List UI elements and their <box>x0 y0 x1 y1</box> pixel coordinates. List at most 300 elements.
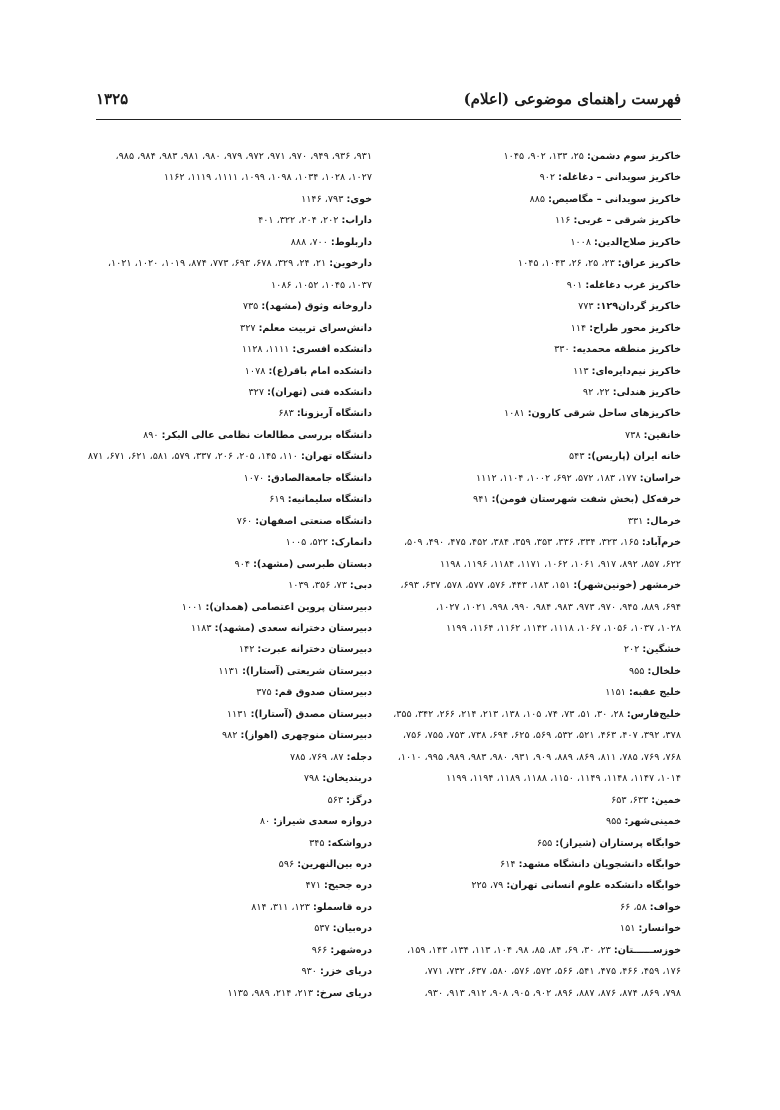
index-entry <box>90 918 372 939</box>
index-entry <box>90 511 372 532</box>
entry-line <box>90 790 372 811</box>
entry-line <box>399 167 681 188</box>
entry-page-refs: ۱۲۳، ۳۱۱، ۸۱۴ <box>251 901 314 913</box>
entry-page-refs: ۳۴۵ <box>309 837 328 849</box>
entry-heading: خوابگاه دانشکده علوم انسانی تهران: <box>506 880 681 892</box>
entry-heading: خاکریز منطقه محمدیه: <box>572 344 681 356</box>
entry-heading: خوابگاه پرستاران (شیراز): <box>555 837 681 849</box>
entry-line <box>90 661 372 682</box>
entry-heading: دبیرستان دخترانه سعدی (مشهد): <box>214 622 372 634</box>
index-entry <box>399 232 681 253</box>
entry-heading: خاکریز غرب دغاغله: <box>585 279 681 291</box>
entry-line <box>399 725 681 746</box>
entry-line <box>399 210 681 231</box>
entry-line <box>399 361 681 382</box>
entry-page-refs: ۱۰۳۷، ۱۰۴۵، ۱۰۵۲، ۱۰۸۶ <box>271 279 372 291</box>
entry-page-refs: ۸۹۰ <box>143 429 162 441</box>
entry-page-refs: ۹۰۴ <box>234 558 254 570</box>
index-entry <box>399 854 681 875</box>
entry-line <box>90 296 372 317</box>
index-entry <box>90 597 372 618</box>
entry-heading: دره‌شهر: <box>330 944 372 956</box>
index-entry <box>399 253 681 274</box>
index-entry <box>399 275 681 296</box>
index-entry <box>90 682 372 703</box>
entry-line <box>399 146 681 167</box>
entry-line <box>90 382 372 403</box>
entry-page-refs: ۱۴۲ <box>238 644 258 656</box>
index-entry <box>399 575 681 639</box>
entry-line <box>399 382 681 403</box>
entry-line <box>90 275 372 296</box>
entry-page-refs: ۷۶۸، ۷۶۹، ۷۸۵، ۸۱۱، ۸۶۹، ۸۸۹، ۹۰۹، ۹۳۱، ۹۸۰، ۹۸۳، ۹۸۹، ۹۹۵، ۱۰۱۰، <box>397 751 681 763</box>
index-column-right <box>393 146 681 1004</box>
index-entry <box>399 361 681 382</box>
entry-page-refs: ۶۸۳ <box>278 408 297 420</box>
entry-heading: خاکریز شرقی – غربی: <box>573 215 681 227</box>
entry-page-refs: ۸۸۵ <box>529 193 549 205</box>
index-entry <box>90 382 372 403</box>
entry-page-refs: ۳۲۷ <box>248 386 268 398</box>
entry-line <box>90 210 372 231</box>
index-entry <box>90 639 372 660</box>
entry-page-refs: ۷۹۸ <box>303 773 323 785</box>
entry-page-refs: ۸۰ <box>259 816 274 828</box>
entry-heading: داربلوط: <box>330 236 372 248</box>
entry-line <box>399 597 681 618</box>
entry-line <box>399 532 681 553</box>
index-entry <box>399 146 681 167</box>
entry-line <box>399 446 681 467</box>
entry-line <box>399 403 681 424</box>
entry-heading: دبی: <box>349 580 372 592</box>
entry-page-refs: ۱۰۰۱ <box>181 601 206 613</box>
index-entry <box>399 511 681 532</box>
entry-heading: خاکریز سویدانی – دغاغله: <box>558 172 681 184</box>
index-entry <box>399 318 681 339</box>
entry-page-refs: ۱۰۱۴، ۱۱۴۷، ۱۱۴۸، ۱۱۴۹، ۱۱۵۰، ۱۱۸۸، ۱۱۸۹، ۱۱۹۴، ۱۱۹۹ <box>446 773 681 785</box>
entry-line <box>90 768 372 789</box>
header-rule <box>96 119 681 120</box>
entry-line <box>90 940 372 961</box>
entry-line <box>90 253 372 274</box>
index-entry <box>399 189 681 210</box>
entry-line <box>90 403 372 424</box>
entry-heading: دربندیخان: <box>322 773 372 785</box>
index-entry <box>90 833 372 854</box>
entry-line <box>399 232 681 253</box>
entry-heading: خوی: <box>346 193 372 205</box>
entry-line <box>399 918 681 939</box>
entry-page-refs: ۲۱۳، ۲۱۴، ۹۸۹، ۱۱۳۵ <box>227 987 317 999</box>
index-entry <box>90 897 372 918</box>
index-entry <box>90 232 372 253</box>
entry-heading: دانشگاه تهران: <box>301 451 372 463</box>
index-entry <box>90 339 372 360</box>
entry-page-refs: ۷۹۸، ۸۶۹، ۸۷۴، ۸۷۶، ۸۸۷، ۸۹۶، ۹۰۲، ۹۰۵، ۹۰۸، ۹۱۲، ۹۱۳، ۹۳۰، <box>424 987 681 999</box>
entry-heading: دانشکده امام باقر(ع): <box>268 365 372 377</box>
entry-heading: درگز: <box>346 794 372 806</box>
entry-line <box>399 253 681 274</box>
entry-line <box>90 554 372 575</box>
entry-page-refs: ۴۷۱ <box>305 880 325 892</box>
entry-line <box>90 961 372 982</box>
entry-line <box>399 940 681 961</box>
entry-line <box>399 554 681 575</box>
entry-page-refs: ۶۲۲، ۸۵۷، ۸۹۲، ۹۱۷، ۱۰۶۱، ۱۰۶۲، ۱۱۷۱، ۱۱۸۴، ۱۱۹۶، ۱۱۹۸ <box>439 558 681 570</box>
entry-page-refs: ۱۷۷، ۱۸۳، ۵۷۲، ۶۹۲، ۱۰۰۲، ۱۱۰۴، ۱۱۱۲ <box>476 472 640 484</box>
entry-page-refs: ۳۷۵ <box>256 687 275 699</box>
entry-heading: دجله: <box>346 751 372 763</box>
entry-line <box>90 918 372 939</box>
entry-heading: دره قاسملو: <box>313 901 372 913</box>
entry-page-refs: ۷۳، ۳۵۶، ۱۰۳۹ <box>288 580 350 592</box>
index-entry <box>90 361 372 382</box>
entry-line <box>90 511 372 532</box>
index-entry <box>399 446 681 467</box>
index-entry <box>87 446 372 467</box>
index-entry <box>399 532 681 575</box>
entry-page-refs: ۲۳، ۲۵، ۲۶، ۱۰۴۳، ۱۰۴۵ <box>517 258 618 270</box>
entry-line <box>399 661 681 682</box>
entry-page-refs: ۱۱۳۱ <box>218 665 243 677</box>
index-entry <box>399 790 681 811</box>
entry-page-refs: ۸۷، ۷۶۹، ۷۸۵ <box>289 751 347 763</box>
entry-heading: دریای سرخ: <box>316 987 372 999</box>
index-entry <box>90 961 372 982</box>
index-entry <box>90 253 372 296</box>
index-entry <box>90 940 372 961</box>
entry-line <box>90 167 372 188</box>
entry-line <box>399 275 681 296</box>
entry-page-refs: ۹۰۱ <box>566 279 586 291</box>
entry-heading: دانشگاه سلیمانیه: <box>287 494 372 506</box>
entry-page-refs: ۱۱۸۳ <box>190 622 215 634</box>
index-entry <box>399 811 681 832</box>
entry-line <box>90 639 372 660</box>
entry-page-refs: ۱۰۷۰ <box>243 472 268 484</box>
entry-heading: دره بین‌النهرین: <box>297 858 372 870</box>
entry-line <box>90 597 372 618</box>
entry-heading: دانشکده افسری: <box>292 344 372 356</box>
entry-page-refs: ۱۱۶ <box>554 215 574 227</box>
entry-heading: دانشگاه صنعتی اصفهان: <box>255 515 372 527</box>
entry-line <box>399 618 681 639</box>
entry-page-refs: ۷۰۰، ۸۸۸ <box>290 236 331 248</box>
entry-heading: دبیرستان دخترانه عبرت: <box>257 644 372 656</box>
index-entry <box>90 747 372 768</box>
entry-line <box>399 318 681 339</box>
index-entry <box>399 382 681 403</box>
entry-heading: دره جحیح: <box>324 880 372 892</box>
entry-page-refs: ۵۲۲، ۱۰۰۵ <box>285 537 331 549</box>
entry-line <box>90 704 372 725</box>
entry-heading: خرفه‌کل (بخش شفت شهرستان فومن): <box>491 494 681 506</box>
entry-line <box>399 790 681 811</box>
entry-page-refs: ۱۶۵، ۳۲۳، ۳۳۴، ۳۳۶، ۳۵۳، ۳۵۹، ۳۸۴، ۴۵۲، ۴۷۵، ۴۹۰، ۵۰۹، <box>403 537 642 549</box>
page-header <box>96 90 681 116</box>
entry-page-refs: ۹۸۲ <box>221 730 241 742</box>
entry-page-refs: ۱۵۱ <box>619 923 639 935</box>
entry-page-refs: ۱۰۸۱ <box>504 408 528 420</box>
entry-heading: داروخانه وثوق (مشهد): <box>261 301 372 313</box>
index-entry <box>399 425 681 446</box>
entry-page-refs: ۵۹۶ <box>278 858 298 870</box>
entry-heading: دبیرستان منوچهری (اهواز): <box>240 730 372 742</box>
entry-heading: خاکریز هندلی: <box>612 386 681 398</box>
entry-line <box>90 361 372 382</box>
entry-heading: خاکریز صلاح‌الدین: <box>594 236 681 248</box>
entry-page-refs: ۶۱۴ <box>500 858 519 870</box>
entry-page-refs: ۵۸، ۶۶ <box>619 901 650 913</box>
entry-line <box>90 682 372 703</box>
entry-page-refs: ۹۴۱ <box>473 494 492 506</box>
entry-line <box>90 425 372 446</box>
entry-page-refs: ۳۳۰ <box>554 344 573 356</box>
index-entry <box>393 704 681 790</box>
entry-line <box>90 468 372 489</box>
index-entry <box>90 983 372 1004</box>
entry-line <box>90 983 372 1004</box>
entry-page-refs: ۱۰۲۸، ۱۰۳۷، ۱۰۵۶، ۱۰۶۷، ۱۱۱۸، ۱۱۴۲، ۱۱۶۲، ۱۱۶۴، ۱۱۹۹ <box>446 622 681 634</box>
entry-line <box>90 232 372 253</box>
entry-line <box>90 146 372 167</box>
entry-line <box>90 747 372 768</box>
index-entry <box>90 425 372 446</box>
entry-line <box>399 575 681 596</box>
entry-page-refs: ۱۱۳ <box>573 365 592 377</box>
index-entry <box>90 704 372 725</box>
entry-page-refs: ۱۱۴ <box>570 322 590 334</box>
entry-heading: خاکریز محور طراح: <box>589 322 681 334</box>
index-entry <box>90 875 372 896</box>
index-entry <box>399 639 681 660</box>
entry-heading: دانشگاه بررسی مطالعات نظامی عالی البکر: <box>161 429 372 441</box>
entry-page-refs: ۹۵۵ <box>628 665 648 677</box>
entry-heading: دره‌بیان: <box>332 923 372 935</box>
entry-heading: خوانسار: <box>638 923 681 935</box>
entry-line <box>399 682 681 703</box>
entry-heading: خرم‌آباد: <box>641 537 681 549</box>
entry-page-refs: ۹۳۱، ۹۳۶، ۹۴۹، ۹۷۰، ۹۷۱، ۹۷۲، ۹۷۹، ۹۸۰، ۹۸۱، ۹۸۳، ۹۸۴، ۹۸۵، <box>115 151 372 162</box>
entry-line <box>399 897 681 918</box>
entry-line <box>399 639 681 660</box>
entry-heading: درواشکه: <box>327 837 372 849</box>
index-entry <box>399 210 681 231</box>
entry-page-refs: ۷۳۵ <box>242 301 262 313</box>
entry-line <box>399 811 681 832</box>
index-column-left <box>87 146 372 1004</box>
index-entry <box>90 189 372 210</box>
entry-line <box>399 489 681 510</box>
entry-heading: خلیج عقبه: <box>628 687 681 699</box>
index-entry <box>90 554 372 575</box>
index-entry <box>90 532 372 553</box>
entry-line <box>399 296 681 317</box>
entry-heading: خاکریز گردان۱۲۹: <box>596 301 681 313</box>
entry-heading: دبیرستان شریعتی (آستارا): <box>242 665 372 677</box>
entry-line <box>399 511 681 532</box>
entry-line <box>399 961 681 982</box>
entry-heading: خرمال: <box>646 515 681 527</box>
entry-heading: خلیج‌فارس: <box>626 708 681 720</box>
entry-page-refs: ۱۱۵۱ <box>605 687 629 699</box>
entry-page-refs: ۷۷۳ <box>578 301 597 313</box>
entry-line <box>90 489 372 510</box>
index-entry <box>399 682 681 703</box>
entry-page-refs: ۶۹۴، ۸۸۹، ۹۴۵، ۹۷۰، ۹۷۳، ۹۸۳، ۹۸۴، ۹۹۰، ۹۹۸، ۱۰۲۱، ۱۰۲۷، <box>435 601 681 613</box>
entry-page-refs: ۹۶۶ <box>311 944 331 956</box>
entry-page-refs: ۲۵، ۱۳۳، ۹۰۲، ۱۰۴۵ <box>503 151 587 162</box>
entry-page-refs: ۷۳۸ <box>625 429 644 441</box>
entry-heading: خاکریز نیم‌دایره‌ای: <box>591 365 681 377</box>
index-entry <box>90 146 372 189</box>
index-entry <box>90 768 372 789</box>
entry-page-refs: ۱۰۲۷، ۱۰۲۸، ۱۰۳۴، ۱۰۹۸، ۱۰۹۹، ۱۱۱۱، ۱۱۱۹، ۱۱۶۲ <box>163 172 372 184</box>
index-entry <box>90 725 372 746</box>
entry-heading: خرمشهر (خونین‌شهر): <box>573 580 681 592</box>
entry-line <box>393 704 681 725</box>
entry-heading: داراب: <box>341 215 372 227</box>
entry-page-refs: ۲۲، ۹۲ <box>582 386 613 398</box>
entry-line <box>399 983 681 1004</box>
entry-heading: دانش‌سرای تربیت معلم: <box>258 322 372 334</box>
index-entry <box>399 897 681 918</box>
entry-page-refs: ۷۶۰ <box>236 515 256 527</box>
entry-line <box>399 189 681 210</box>
entry-page-refs: ۶۱۹ <box>269 494 288 506</box>
running-title: فهرست راهنمای موضوعی (اعلام) <box>463 90 681 108</box>
index-entry <box>399 875 681 896</box>
entry-heading: خاکریز سوم دشمن: <box>586 151 681 162</box>
entry-line <box>399 768 681 789</box>
entry-line <box>399 468 681 489</box>
index-entry <box>90 210 372 231</box>
entry-heading: دانشکده فنی (تهران): <box>267 386 372 398</box>
entry-page-refs: ۹۰۲ <box>539 172 559 184</box>
entry-line <box>90 725 372 746</box>
entry-heading: خاکریزهای ساحل شرقی کارون: <box>527 408 681 420</box>
entry-line <box>399 833 681 854</box>
entry-line <box>90 318 372 339</box>
entry-line <box>90 833 372 854</box>
entry-heading: دارخوین: <box>329 258 372 270</box>
entry-heading: دانمارک: <box>330 537 372 549</box>
index-entry <box>90 854 372 875</box>
entry-line <box>90 575 372 596</box>
entry-page-refs: ۹۵۵ <box>606 816 625 828</box>
entry-line <box>399 875 681 896</box>
entry-line <box>399 339 681 360</box>
entry-page-refs: ۲۱، ۲۴، ۳۲۹، ۶۷۸، ۶۹۳، ۷۷۳، ۸۷۴، ۱۰۱۹، ۱۰۲۰، ۱۰۲۱، <box>107 258 330 270</box>
index-entry <box>399 940 681 1004</box>
index-entry <box>399 296 681 317</box>
entry-heading: خمینی‌شهر: <box>624 816 681 828</box>
index-entry <box>90 575 372 596</box>
entry-line <box>90 532 372 553</box>
entry-page-refs: ۵۶۳ <box>327 794 347 806</box>
entry-line <box>90 875 372 896</box>
entry-line <box>90 339 372 360</box>
index-entry <box>90 489 372 510</box>
entry-page-refs: ۹۳۰ <box>301 966 320 978</box>
entry-heading: دریای خزر: <box>319 966 372 978</box>
entry-heading: دبستان طبرسی (مشهد): <box>253 558 372 570</box>
entry-page-refs: ۳۲۷ <box>240 322 259 334</box>
entry-heading: دبیرستان صدوق قم: <box>274 687 372 699</box>
page-number: ۱۳۲۵ <box>96 90 129 108</box>
index-entry <box>90 790 372 811</box>
index-entry <box>399 489 681 510</box>
index-entry <box>90 661 372 682</box>
index-entry <box>90 811 372 832</box>
index-entry <box>399 918 681 939</box>
entry-page-refs: ۱۱۰، ۱۴۵، ۲۰۵، ۲۰۶، ۳۳۷، ۵۷۹، ۵۸۱، ۶۲۱، ۶۷۱، ۸۷۱ <box>87 451 302 463</box>
index-entry <box>90 318 372 339</box>
entry-page-refs: ۲۰۲، ۲۰۴، ۳۲۲، ۴۰۱ <box>258 215 342 227</box>
index-entry <box>90 403 372 424</box>
entry-line <box>90 618 372 639</box>
entry-heading: دروازه سعدی شیراز: <box>273 816 372 828</box>
entry-heading: خمین: <box>651 794 681 806</box>
index-entry <box>90 296 372 317</box>
entry-page-refs: ۳۷۸، ۳۹۲، ۴۰۷، ۴۶۳، ۵۲۱، ۵۳۲، ۵۶۹، ۶۲۵، ۶۹۴، ۷۳۸، ۷۵۳، ۷۵۵، ۷۵۶، <box>402 730 681 742</box>
entry-heading: دانشگاه جامعةالصادق: <box>267 472 372 484</box>
entry-page-refs: ۶۵۵ <box>536 837 556 849</box>
index-entry <box>399 833 681 854</box>
entry-page-refs: ۷۹۳، ۱۱۴۶ <box>301 193 347 205</box>
entry-heading: خاکریز عراق: <box>617 258 681 270</box>
entry-line <box>399 425 681 446</box>
entry-line <box>87 446 372 467</box>
entry-page-refs: ۵۴۳ <box>569 451 588 463</box>
entry-heading: دانشگاه آریزونا: <box>296 408 372 420</box>
index-entry <box>399 403 681 424</box>
entry-page-refs: ۵۳۷ <box>314 923 333 935</box>
entry-heading: خراسان: <box>639 472 681 484</box>
entry-heading: خشگین: <box>642 644 681 656</box>
entry-page-refs: ۱۷۶، ۴۵۹، ۴۶۶، ۴۷۵، ۵۴۱، ۵۶۶، ۵۷۲، ۵۷۶، ۵۸۰، ۶۳۷، ۷۳۲، ۷۷۱، <box>424 966 681 978</box>
entry-page-refs: ۱۱۳۱ <box>226 708 251 720</box>
entry-line <box>90 811 372 832</box>
entry-heading: دبیرستان پروین اعتصامی (همدان): <box>205 601 372 613</box>
entry-page-refs: ۲۳، ۳۰، ۶۹، ۸۴، ۸۵، ۹۸، ۱۰۴، ۱۱۳، ۱۳۴، ۱۴۳، ۱۵۹، <box>406 944 614 956</box>
entry-page-refs: ۲۸، ۳۰، ۵۱، ۷۳، ۷۴، ۱۰۵، ۱۳۸، ۲۱۳، ۲۱۴، ۲۶۶، ۳۴۲، ۳۵۵، <box>393 708 627 720</box>
entry-page-refs: ۱۰۷۸ <box>244 365 269 377</box>
entry-heading: خواف: <box>649 901 681 913</box>
entry-heading: خانقین: <box>643 429 681 441</box>
entry-page-refs: ۶۳۳، ۶۵۳ <box>611 794 652 806</box>
entry-page-refs: ۱۰۰۸ <box>570 236 595 248</box>
index-entry <box>90 468 372 489</box>
entry-page-refs: ۱۱۱۱، ۱۱۲۸ <box>241 344 293 356</box>
entry-heading: خوزســــــتان: <box>613 944 681 956</box>
index-entry <box>90 618 372 639</box>
entry-heading: خاکریز سویدانی – مگاصیص: <box>548 193 681 205</box>
entry-page-refs: ۱۵۱، ۱۸۳، ۴۴۳، ۵۷۶، ۵۷۷، ۵۷۸، ۶۳۷، ۶۹۳، <box>400 580 574 592</box>
entry-heading: دبیرستان مصدق (آستارا): <box>250 708 372 720</box>
entry-line <box>90 189 372 210</box>
index-entry <box>399 339 681 360</box>
entry-line <box>399 854 681 875</box>
entry-heading: خلخال: <box>647 665 681 677</box>
entry-page-refs: ۲۰۲ <box>623 644 643 656</box>
entry-page-refs: ۳۳۱ <box>627 515 647 527</box>
entry-line <box>90 854 372 875</box>
index-entry <box>399 468 681 489</box>
entry-line <box>90 897 372 918</box>
index-entry <box>399 167 681 188</box>
